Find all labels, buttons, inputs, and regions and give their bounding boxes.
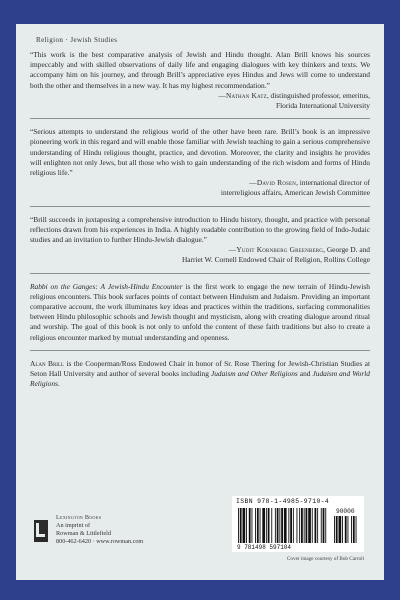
endorsement-attribution xyxy=(30,91,370,111)
endorsement-quote: “Brill succeeds in juxtaposing a comprehensive introduction to Hindu history, thought, and practice with personal reflections drawn from his experiences in India. A highly readable contribution to the growing field of Indo-Judaic studies and an invitation to further Hindu-Jewish dialogue.” xyxy=(30,214,370,245)
barcode-bar xyxy=(284,508,287,543)
barcode-bar xyxy=(255,508,256,543)
endorser-title: , international director of xyxy=(296,178,370,188)
barcode-bar xyxy=(356,516,357,543)
barcode-bar xyxy=(323,508,325,543)
barcode-bar xyxy=(312,508,313,543)
barcode-bar xyxy=(240,508,242,543)
barcode-bar xyxy=(317,508,318,543)
endorser-affiliation: Harriet W. Cornell Endowed Chair of Religion, Rollins College xyxy=(181,255,370,265)
barcode-bar xyxy=(308,508,311,543)
barcode-bar xyxy=(238,508,239,543)
publisher-text xyxy=(56,514,143,546)
barcode-bar xyxy=(345,516,347,543)
barcode-bar xyxy=(266,508,267,543)
endorser-affiliation: Florida International University xyxy=(275,101,370,111)
endorser-name: —Nathan Katz xyxy=(218,90,267,100)
endorser-affiliation: interreligious affairs, American Jewish Committee xyxy=(220,188,370,198)
image-credit: Cover image courtesy of Bob Carroll xyxy=(286,556,364,562)
barcode-bar xyxy=(301,508,303,543)
isbn-text: ISBN 978-1-4985-9710-4 xyxy=(236,498,330,505)
bio-text: . xyxy=(57,379,60,389)
barcode-bar xyxy=(290,508,292,543)
publisher-imprint: An imprint of xyxy=(56,522,91,529)
author-bio xyxy=(30,359,370,390)
barcode-bar xyxy=(249,508,251,543)
barcode-bar xyxy=(262,508,265,543)
cover-footer xyxy=(30,496,370,566)
description-text: is the first work to engage the new terrain of Hindu-Jewish religious encounters. This book surfaces points of contact between Hinduism and Judaism. Providing an important comparative account, the work illuminates key ideas and practices within the traditions, surfacing commonalities between Hindu philosophic schools and Jewish thought and mysticism, along with creating dialogue around ritual and worship. The goal of this book is not only to unfold the content of these faith traditions but also to create a religious encounter marked by mutual understanding and openness. xyxy=(30,281,370,342)
bio-book-title: Judaism and World Religions xyxy=(30,369,370,389)
barcode-bar xyxy=(252,508,253,543)
divider xyxy=(30,206,370,207)
publisher-parent: Rowman & Littlefield xyxy=(56,530,111,537)
barcode-bar xyxy=(279,508,280,543)
barcode-bar xyxy=(293,508,294,543)
endorsement-quote: “Serious attempts to understand the religious world of the other have been rare. Brill’s book is an impressive pioneering work in this regard and will enable those familiar with Jewish teaching to gain a serious comprehensive understanding of Hindu religious thought, practice, and devotion. Moreover, the clarity and insights he provides will enlighten not only Jews, but all those who wish to gain understanding of the rich wisdom and forms of Hindu religious life.” xyxy=(30,127,370,178)
barcode-bar xyxy=(297,508,298,543)
barcode-bar xyxy=(271,508,272,543)
author-name: Alan Brill xyxy=(30,358,65,368)
barcode-bar xyxy=(275,508,276,543)
publisher-name: Lexington Books xyxy=(56,514,102,521)
barcode-bar xyxy=(288,508,289,543)
category-label: Religion · Jewish Studies xyxy=(36,36,118,44)
publisher-contact: 800-462-6420 · www.rowman.com xyxy=(56,538,144,545)
barcode-bar xyxy=(353,516,355,543)
book-description xyxy=(30,282,370,343)
barcode-bar xyxy=(260,508,261,543)
barcode-bar xyxy=(277,508,279,543)
endorsement-1 xyxy=(30,50,370,111)
back-cover-panel xyxy=(16,24,384,580)
bio-text: is the Cooperman/Ross Endowed Chair in honor of Sr. Rose Thering for Jewish-Christian Studies at Seton Hall University and author of several books including xyxy=(30,358,370,379)
bio-book-title: Judaism and Other Religions xyxy=(210,369,298,379)
endorsement-2 xyxy=(30,127,370,198)
lexington-logo-icon xyxy=(34,520,48,542)
endorsement-quote: “This work is the best comparative analysis of Jewish and Hindu thought. Alan Brill knows his sources impeccably and with skilled observations of daily life and engaging dialogues with key thinkers and texts. We accompany him on his journey, and through Brill’s appreciative eyes Hindus and Jews will come to understand both the other and themselves in a new way. It has my highest recommendation.” xyxy=(30,50,370,90)
barcode-bar xyxy=(299,508,300,543)
barcode-bar xyxy=(325,508,326,543)
barcode-bar xyxy=(342,516,343,543)
barcode-graphic xyxy=(232,496,364,552)
divider xyxy=(30,350,370,351)
barcode-bar xyxy=(336,516,338,543)
endorser-name: —Yudit Kornberg Greenberg xyxy=(228,245,324,255)
divider xyxy=(30,273,370,274)
price-code: 90000 xyxy=(336,508,355,515)
endorsement-attribution xyxy=(30,178,370,198)
endorsement-3 xyxy=(30,215,370,266)
endorser-name: —David Rosen xyxy=(249,178,297,188)
isbn-barcode xyxy=(232,496,364,552)
barcode-bar xyxy=(315,508,317,543)
barcode-bar xyxy=(339,516,342,543)
barcode-bar xyxy=(321,508,322,543)
barcode-bar xyxy=(348,516,349,543)
barcode-bar xyxy=(334,516,335,543)
divider xyxy=(30,118,370,119)
barcode-bar xyxy=(351,516,352,543)
barcode-bar xyxy=(304,508,305,543)
barcode-bar xyxy=(246,508,247,543)
barcode-bar xyxy=(257,508,259,543)
bio-text: and xyxy=(297,369,313,379)
publisher-block xyxy=(34,514,164,562)
barcode-bar xyxy=(268,508,270,543)
endorsement-attribution xyxy=(30,245,370,265)
book-title: Rabbi on the Ganges: A Jewish-Hindu Encounter xyxy=(30,281,183,291)
barcode-bar xyxy=(306,508,308,543)
barcode-bar xyxy=(281,508,283,543)
ean-digits: 9 781498 597104 xyxy=(237,544,292,551)
endorser-title: , George D. and xyxy=(323,245,370,255)
endorser-title: , distinguished professor, emeritus, xyxy=(266,90,370,100)
barcode-bar xyxy=(243,508,246,543)
